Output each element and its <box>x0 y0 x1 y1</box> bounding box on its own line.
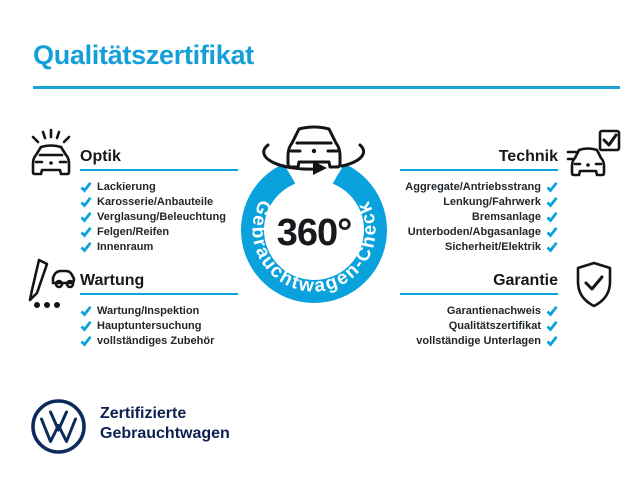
item-label: Qualitätszertifikat <box>448 319 541 332</box>
item-label: Hauptuntersuchung <box>97 319 202 332</box>
check-icon <box>546 181 558 193</box>
footer-line1: Zertifizierte <box>100 405 187 422</box>
item-label: Aggregate/Antriebsstrang <box>405 180 541 193</box>
item-label: Garantienachweis <box>446 304 541 317</box>
title-divider <box>33 86 620 89</box>
item-label: Unterboden/Abgasanlage <box>407 225 541 238</box>
section-wartung-title: Wartung <box>80 272 145 289</box>
section-optik-title: Optik <box>80 148 121 165</box>
item-label: Lackierung <box>97 180 156 193</box>
item-label: Innenraum <box>97 240 154 253</box>
page-title: Qualitätszertifikat <box>33 40 254 70</box>
check-icon <box>546 305 558 317</box>
item-label: Karosserie/Anbauteile <box>97 195 214 208</box>
section-technik-title: Technik <box>498 148 558 165</box>
item-label: Verglasung/Beleuchtung <box>97 210 226 223</box>
check-icon <box>80 241 92 253</box>
check-icon <box>546 320 558 332</box>
item-label: Lenkung/Fahrwerk <box>443 195 541 208</box>
badge-degree-label: 360° <box>276 212 352 254</box>
check-icon <box>80 226 92 238</box>
item-label: Bremsanlage <box>471 210 541 223</box>
badge-ring-text: Gebrauchtwagen-Check <box>247 196 381 298</box>
checklist-pencil-car-icon <box>26 258 76 310</box>
check-icon <box>80 305 92 317</box>
check-icon <box>546 335 558 347</box>
section-garantie-title: Garantie <box>493 272 558 289</box>
item-label: vollständiges Zubehör <box>97 334 215 347</box>
check-icon <box>80 181 92 193</box>
vw-logo <box>30 398 87 455</box>
car-checkbox-icon <box>566 128 622 180</box>
check-icon <box>546 196 558 208</box>
shield-check-icon <box>572 260 616 310</box>
check-icon <box>546 211 558 223</box>
item-label: Wartung/Inspektion <box>97 304 200 317</box>
item-label: Felgen/Reifen <box>97 225 170 238</box>
check-icon <box>80 196 92 208</box>
item-label: Sicherheit/Elektrik <box>445 240 541 253</box>
shiny-car-icon <box>27 128 75 182</box>
check-icon <box>80 320 92 332</box>
check-icon <box>546 226 558 238</box>
check-icon <box>80 335 92 347</box>
footer-line2: Gebrauchtwagen <box>100 425 230 442</box>
360-check-badge <box>204 112 424 352</box>
check-icon <box>80 211 92 223</box>
check-icon <box>546 241 558 253</box>
footer-brand-text <box>100 404 230 444</box>
item-label: vollständige Unterlagen <box>416 334 541 347</box>
